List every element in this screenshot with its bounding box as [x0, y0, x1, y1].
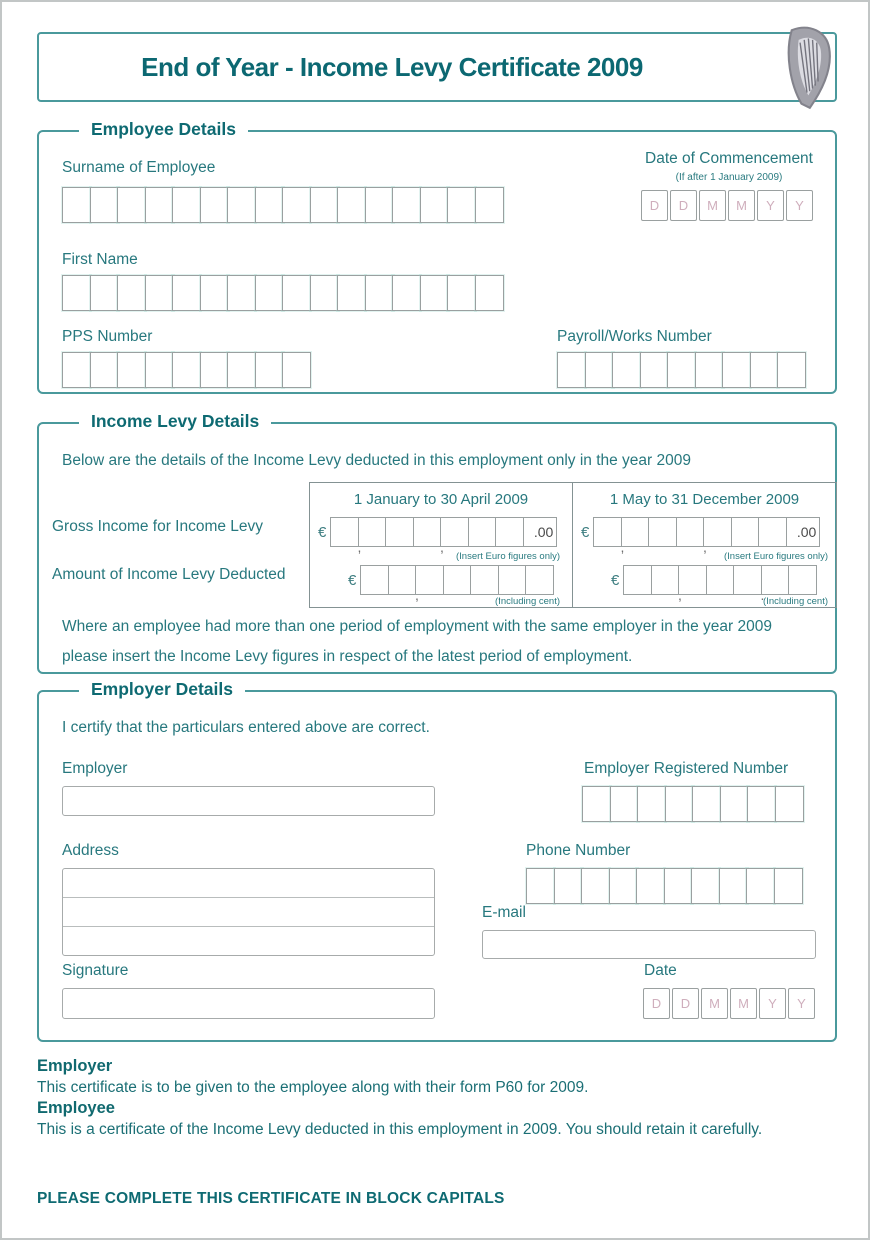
- char-cell[interactable]: [227, 352, 256, 388]
- char-cell[interactable]: [62, 187, 91, 223]
- char-cell[interactable]: [557, 352, 586, 388]
- char-cell[interactable]: [525, 565, 554, 595]
- char-cell[interactable]: [90, 352, 119, 388]
- address-label: Address: [62, 842, 119, 859]
- char-cell[interactable]: [360, 565, 389, 595]
- char-cell[interactable]: [695, 352, 724, 388]
- pps-number-input[interactable]: [62, 352, 310, 388]
- char-cell[interactable]: [385, 517, 414, 547]
- char-cell[interactable]: [145, 275, 174, 311]
- char-cell[interactable]: [678, 565, 707, 595]
- char-cell[interactable]: [255, 352, 284, 388]
- char-cell[interactable]: [610, 786, 639, 822]
- levy-footnote-line1: Where an employee had more than one period of employment with the same employer in the year 2009: [62, 618, 772, 635]
- char-cell[interactable]: [440, 517, 469, 547]
- income-levy-title: Income Levy Details: [79, 411, 271, 432]
- char-cell[interactable]: [664, 868, 693, 904]
- footer-employee-note: This is a certificate of the Income Levy deducted in this employment in 2009. You should retain it carefully.: [37, 1121, 763, 1138]
- footer-employer-heading: Employer: [37, 1057, 113, 1075]
- char-cell[interactable]: [62, 352, 91, 388]
- date-input[interactable]: [643, 988, 817, 1019]
- gross-income-p1-input[interactable]: [318, 517, 557, 547]
- char-cell[interactable]: [609, 868, 638, 904]
- address-line[interactable]: [63, 869, 434, 898]
- char-cell[interactable]: [612, 352, 641, 388]
- char-cell[interactable]: [330, 517, 359, 547]
- char-cell[interactable]: [526, 868, 555, 904]
- payroll-number-label: Payroll/Works Number: [557, 328, 712, 345]
- char-cell[interactable]: [719, 868, 748, 904]
- char-cell[interactable]: [200, 275, 229, 311]
- amount-deducted-p1-input[interactable]: [348, 565, 553, 595]
- char-cell[interactable]: [227, 187, 256, 223]
- char-cell[interactable]: [255, 187, 284, 223]
- levy-footnote-line2: please insert the Income Levy figures in respect of the latest period of employment.: [62, 648, 633, 665]
- char-cell[interactable]: [420, 275, 449, 311]
- char-cell[interactable]: [470, 565, 499, 595]
- amount-deducted-p2-input[interactable]: [611, 565, 816, 595]
- period2-header: 1 May to 31 December 2009: [609, 491, 800, 508]
- char-cell[interactable]: [495, 517, 524, 547]
- char-cell[interactable]: [706, 565, 735, 595]
- char-cell[interactable]: [665, 786, 694, 822]
- char-cell[interactable]: [255, 275, 284, 311]
- char-cell[interactable]: [691, 868, 720, 904]
- address-input[interactable]: [62, 868, 435, 956]
- employer-input[interactable]: [62, 786, 435, 816]
- payroll-number-input[interactable]: [557, 352, 805, 388]
- char-cell[interactable]: [623, 565, 652, 595]
- char-cell[interactable]: [733, 565, 762, 595]
- char-cell[interactable]: [648, 517, 677, 547]
- char-cell[interactable]: [692, 786, 721, 822]
- period2-column: [573, 483, 836, 607]
- char-cell[interactable]: [722, 352, 751, 388]
- char-cell[interactable]: [420, 187, 449, 223]
- char-cell[interactable]: [282, 352, 311, 388]
- char-cell[interactable]: [282, 187, 311, 223]
- char-cell[interactable]: [746, 868, 775, 904]
- char-cell[interactable]: [90, 275, 119, 311]
- euro-symbol: €: [318, 523, 327, 541]
- employee-details-title: Employee Details: [79, 119, 248, 140]
- char-cell[interactable]: [145, 352, 174, 388]
- char-cell[interactable]: [720, 786, 749, 822]
- char-cell[interactable]: [392, 275, 421, 311]
- char-cell[interactable]: [747, 786, 776, 822]
- date-of-commencement-label: Date of Commencement: [645, 150, 813, 167]
- char-cell[interactable]: [475, 275, 504, 311]
- char-cell[interactable]: [172, 275, 201, 311]
- char-cell[interactable]: [365, 275, 394, 311]
- char-cell[interactable]: M: [701, 988, 728, 1019]
- surname-input[interactable]: [62, 187, 502, 223]
- euro-note-p2: (Insert Euro figures only): [723, 551, 828, 562]
- char-cell[interactable]: Y: [757, 190, 784, 221]
- signature-label: Signature: [62, 962, 129, 979]
- irish-harp-icon: [774, 26, 840, 112]
- employer-details-title: Employer Details: [79, 679, 245, 700]
- employer-details-section: [37, 679, 837, 1042]
- char-cell[interactable]: [392, 187, 421, 223]
- page-title: End of Year - Income Levy Certificate 2009: [141, 51, 643, 82]
- char-cell[interactable]: [593, 517, 622, 547]
- cent-note-p1: (Including cent): [495, 596, 560, 607]
- char-cell[interactable]: [774, 868, 803, 904]
- char-cell[interactable]: [447, 275, 476, 311]
- char-cell[interactable]: [750, 352, 779, 388]
- char-cell[interactable]: [365, 187, 394, 223]
- char-cell[interactable]: [388, 565, 417, 595]
- char-cell[interactable]: [636, 868, 665, 904]
- char-cell[interactable]: M: [699, 190, 726, 221]
- surname-label: Surname of Employee: [62, 159, 216, 176]
- date-of-commencement-note: (If after 1 January 2009): [675, 172, 783, 183]
- date-label: Date: [644, 962, 677, 979]
- euro-symbol: €: [348, 571, 357, 589]
- char-cell[interactable]: [582, 786, 611, 822]
- char-cell[interactable]: [62, 275, 91, 311]
- char-cell[interactable]: [117, 275, 146, 311]
- char-cell[interactable]: [200, 352, 229, 388]
- char-cell[interactable]: Y: [786, 190, 813, 221]
- income-levy-section: [37, 411, 837, 674]
- char-cell[interactable]: [117, 352, 146, 388]
- char-cell[interactable]: [761, 565, 790, 595]
- address-line[interactable]: [63, 898, 434, 927]
- char-cell[interactable]: [145, 187, 174, 223]
- phone-number-input[interactable]: [526, 868, 801, 904]
- char-cell[interactable]: D: [670, 190, 697, 221]
- form-header: [37, 32, 837, 102]
- gross-income-label: Gross Income for Income Levy: [52, 518, 264, 535]
- char-cell[interactable]: [651, 565, 680, 595]
- char-cell[interactable]: [282, 275, 311, 311]
- block-capitals-instruction: PLEASE COMPLETE THIS CERTIFICATE IN BLOCK CAPITALS: [37, 1190, 505, 1207]
- date-of-commencement-input[interactable]: [641, 190, 815, 221]
- char-cell[interactable]: [667, 352, 696, 388]
- char-cell[interactable]: M: [728, 190, 755, 221]
- employer-label: Employer: [62, 760, 128, 777]
- char-cell[interactable]: D: [643, 988, 670, 1019]
- decimal-cell: .00: [784, 517, 820, 547]
- signature-input[interactable]: [62, 988, 435, 1019]
- char-cell[interactable]: [703, 517, 732, 547]
- char-cell[interactable]: [585, 352, 614, 388]
- char-cell[interactable]: [621, 517, 650, 547]
- euro-note-p1: (Insert Euro figures only): [455, 551, 560, 562]
- amount-deducted-label: Amount of Income Levy Deducted: [52, 566, 286, 583]
- char-cell[interactable]: [637, 786, 666, 822]
- address-line[interactable]: [63, 927, 434, 956]
- char-cell[interactable]: [788, 565, 817, 595]
- employer-reg-number-label: Employer Registered Number: [584, 760, 789, 777]
- char-cell[interactable]: [731, 517, 760, 547]
- first-name-label: First Name: [62, 251, 138, 268]
- char-cell[interactable]: [475, 187, 504, 223]
- char-cell[interactable]: D: [672, 988, 699, 1019]
- email-input[interactable]: [482, 930, 816, 959]
- char-cell[interactable]: [90, 187, 119, 223]
- char-cell[interactable]: [676, 517, 705, 547]
- char-cell[interactable]: [498, 565, 527, 595]
- char-cell[interactable]: [200, 187, 229, 223]
- employee-details-section: [37, 119, 837, 394]
- cent-note-p2: (Including cent): [763, 596, 828, 607]
- char-cell[interactable]: Y: [788, 988, 815, 1019]
- char-cell[interactable]: [358, 517, 387, 547]
- char-cell[interactable]: [310, 187, 339, 223]
- period1-column: [310, 483, 573, 607]
- income-levy-intro: Below are the details of the Income Levy deducted in this employment only in the year 2009: [62, 452, 691, 469]
- char-cell[interactable]: [640, 352, 669, 388]
- char-cell[interactable]: [337, 275, 366, 311]
- char-cell[interactable]: [581, 868, 610, 904]
- char-cell[interactable]: [443, 565, 472, 595]
- char-cell[interactable]: D: [641, 190, 668, 221]
- email-label: E-mail: [482, 904, 526, 921]
- char-cell[interactable]: [172, 187, 201, 223]
- char-cell[interactable]: [117, 187, 146, 223]
- char-cell[interactable]: [554, 868, 583, 904]
- char-cell[interactable]: [172, 352, 201, 388]
- certify-text: I certify that the particulars entered above are correct.: [62, 719, 430, 736]
- char-cell[interactable]: [337, 187, 366, 223]
- euro-symbol: €: [581, 523, 590, 541]
- phone-number-label: Phone Number: [526, 842, 631, 859]
- char-cell[interactable]: M: [730, 988, 757, 1019]
- gross-income-p2-input[interactable]: [581, 517, 820, 547]
- period1-header: 1 January to 30 April 2009: [353, 491, 529, 508]
- footer-employee-heading: Employee: [37, 1099, 115, 1117]
- employer-reg-number-input[interactable]: [582, 786, 802, 822]
- char-cell[interactable]: [777, 352, 806, 388]
- pps-number-label: PPS Number: [62, 328, 153, 345]
- char-cell[interactable]: [310, 275, 339, 311]
- first-name-input[interactable]: [62, 275, 502, 311]
- char-cell[interactable]: [447, 187, 476, 223]
- footer-employer-note: This certificate is to be given to the employee along with their form P60 for 2009.: [37, 1079, 589, 1096]
- char-cell[interactable]: [227, 275, 256, 311]
- char-cell[interactable]: Y: [759, 988, 786, 1019]
- char-cell[interactable]: [775, 786, 804, 822]
- char-cell[interactable]: [413, 517, 442, 547]
- char-cell[interactable]: [415, 565, 444, 595]
- levy-period-table: [309, 482, 837, 608]
- euro-symbol: €: [611, 571, 620, 589]
- char-cell[interactable]: [758, 517, 787, 547]
- char-cell[interactable]: [468, 517, 497, 547]
- decimal-cell: .00: [521, 517, 557, 547]
